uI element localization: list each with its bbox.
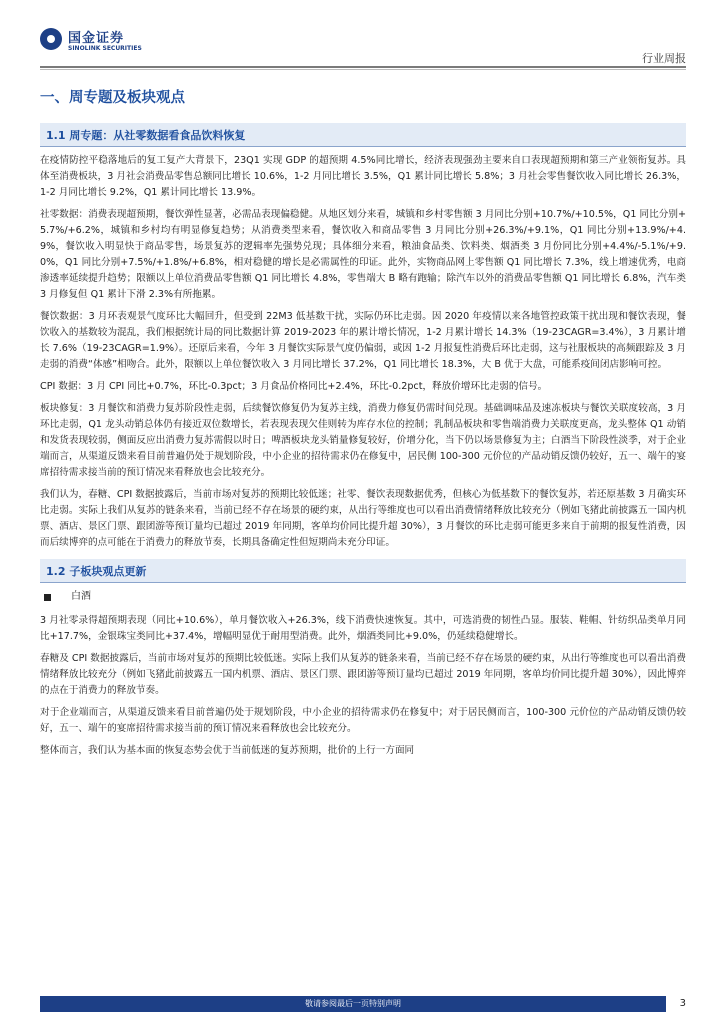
logo-name-en: SINOLINK SECURITIES — [68, 45, 142, 52]
paragraph: 春糖及 CPI 数据披露后，当前市场对复苏的预期比较低迷。实际上我们从复苏的链条来看，当前已经不存在场景的硬约束，从出行等维度也可以看出消费情绪释放比较充分（例如飞猪此前披露五一国内机票、酒店、景区门票、跟团游等预订量均已超过 2019 年同期，客单均价同比提升超 30%），因此博弈的点在于消费力的释放节奏。 — [40, 653, 686, 696]
report-type-label: 行业周报 — [642, 52, 686, 65]
logo-mark-icon — [40, 28, 62, 50]
paragraph: 在疫情防控平稳落地后的复工复产大背景下，23Q1 实现 GDP 的超预期 4.5%同比增长，经济表现强劲主要来自口表现超预期和第三产业领衔复苏。具体至消费板块，3 月社会消费品零售总额同比增长 10.6%，1-2 月同比增长 3.5%，Q1 累计同比增长 5.8%；3 月社会零售餐饮收入同比增长 26.3%，1-2 月同比增长 9.2%，Q1 累计同比增长 13.9%。 — [40, 155, 686, 198]
paragraph: 整体而言，我们认为基本面的恢复态势会优于当前低迷的复苏预期，批价的上行一方面同 — [40, 745, 415, 756]
square-bullet-icon — [44, 594, 51, 601]
page-number: 3 — [679, 998, 686, 1009]
subsection-title-weekly-topic: 1.1 周专题：从社零数据看食品饮料恢复 — [40, 123, 686, 147]
report-body — [40, 86, 686, 964]
bullet-label: 白酒 — [71, 591, 91, 602]
bullet-item — [40, 589, 686, 605]
footer-disclaimer: 敬请参阅最后一页特别声明 — [40, 996, 666, 1012]
paragraph: 社零数据：消费表现超预期，餐饮弹性显著，必需品表现偏稳健。从地区划分来看，城镇和乡村零售额 3 月同比分别+10.7%/+10.5%，Q1 同比分别+5.7%/+6.2%，城镇和乡村均有明显修复趋势；从消费类型来看，餐饮收入和商品零售 3 月同比分别+26.3%/+9.1%，Q1 同比分别+13.9%/+4.9%，餐饮收入明显快于商品零售，场景复苏的逻辑率先强势兑现；具体细分来看，粮油食品类、饮料类、烟酒类 3 月份同比分别+4.4%/-5.1%/+9.0%，Q1 同比分别+7.5%/+1.8%/+6.8%，相对稳健的增长是必需属性的印证。此外，实物商品网上零售额 Q1 同比增长 7.3%，线上增速优秀，电商渗透率延续提升趋势；限额以上单位消费品零售额 Q1 同比增长 4.8%，零售端大 B 略有跑输；除汽车以外的消费品零售额 Q1 同比增长 6.8%，汽车类 3 月修复但 Q1 累计下滑 2.3%有所拖累。 — [40, 209, 686, 300]
paragraph: 我们认为，春糖、CPI 数据披露后，当前市场对复苏的预期比较低迷；社零、餐饮表现数据优秀，但核心为低基数下的餐饮复苏，若还原基数 3 月确实环比走弱。实际上我们从复苏的链条来看，当前已经不存在场景的硬约束，从出行等维度也可以看出消费情绪释放比较充分（例如飞猪此前披露五一国内机票、酒店、景区门票、跟团游等预订量均已超过 2019 年同期，客单均价同比提升超 30%），3 月餐饮的环比走弱可能更多来自于前期的报复性消费，因而后续博弈的点可能在于消费力的释放节奏，长期具备确定性但短期尚未充分印证。 — [40, 489, 686, 548]
paragraph: 板块修复：3 月餐饮和消费力复苏阶段性走弱，后续餐饮修复仍为复苏主线，消费力修复仍需时间兑现。基础调味品及速冻板块与餐饮关联度较高，3 月环比走弱，Q1 龙头动销总体仍有接近双位数增长，若表现表现欠佳则转为库存水位的控制；乳制品板块和零售端消费力关联度更高，龙头整体 Q1 动销和发货表现较弱，侧面反应出消费力复苏需假以时日；啤酒板块龙头销量修复较好，价增分化，当下仍以场景修复为主；白酒当下阶段性淡季，对于企业端而言，从渠道反馈来看目前普遍仍处于规划阶段，中小企业的招待需求仍在修复中，居民侧 100-300 元价位的产品动销反馈仍较好，五一、端午的宴席招待需求接当前的预订情况来看释放也会比较充分。 — [40, 403, 686, 478]
section-title: 一、周专题及板块观点 — [40, 90, 185, 106]
paragraph: CPI 数据：3 月 CPI 同比+0.7%，环比-0.3pct；3 月食品价格同比+2.4%，环比-0.2pct，释放价增环比走弱的信号。 — [40, 381, 548, 392]
paragraph: 3 月社零录得超预期表现（同比+10.6%），单月餐饮收入+26.3%，线下消费快速恢复。其中，可选消费的韧性凸显。服装、鞋帽、针纺织品类单月同比+17.7%，金银珠宝类同比+37.4%，增幅明显优于耐用型消费。此外，烟酒类同比+9.0%，仍延续稳健增长。 — [40, 615, 686, 642]
paragraph: 餐饮数据：3 月环表观景气度环比大幅回升，但受到 22M3 低基数干扰，实际仍环比走弱。因 2020 年疫情以来各地管控政策干扰出现和餐饮表现，餐饮收入的基数较为混乱，我们根据统计局的同比数据计算 2019-2023 年的累计增长情况，1-2 月累计增长 14.3%（19-23CAGR=3.4%），3 月累计增长 7.6%（19-23CAGR=1.9%）。还原后来看，今年 3 月餐饮实际景气度仍偏弱，或因 1-2 月报复性消费后环比走弱，这与社服板块的高频跟踪及 3 月走弱的消费“体感”相吻合。此外，限额以上单位餐饮收入 3 月同比增长 37.2%，Q1 同比增长 18.3%，大 B 优于大盘，可能系疫间闭店影响可控。 — [40, 311, 686, 370]
subsection-title-sector-views: 1.2 子板块观点更新 — [40, 559, 686, 583]
header-divider-thin — [40, 69, 686, 70]
header-divider — [40, 66, 686, 68]
logo-name-cn: 国金证券 — [68, 31, 125, 46]
paragraph: 对于企业端而言，从渠道反馈来看目前普遍仍处于规划阶段，中小企业的招待需求仍在修复中；对于居民侧而言，100-300 元价位的产品动销反馈仍较好，五一、端午的宴席招待需求接当前的预订情况来看释放也会比较充分。 — [40, 707, 686, 734]
company-logo — [40, 26, 200, 56]
